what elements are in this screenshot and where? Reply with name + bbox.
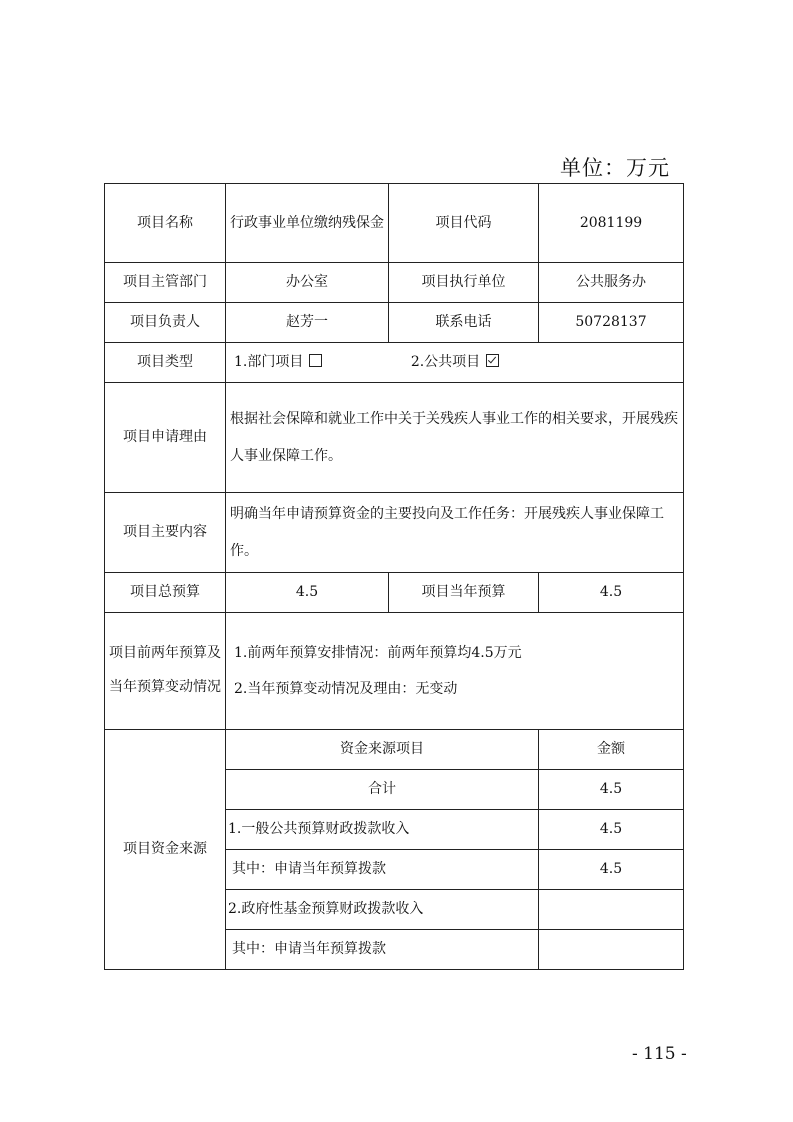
fund-item-label: 其中：申请当年预算拨款: [226, 850, 539, 890]
type-option-1-label: 1.部门项目: [234, 354, 304, 371]
table-row: [105, 730, 684, 770]
table-row: [105, 613, 684, 730]
table-row: [105, 184, 684, 263]
year-budget-value: 4.5: [539, 573, 684, 613]
fund-item-amount: 4.5: [539, 850, 684, 890]
dept-label: 项目主管部门: [105, 263, 226, 303]
table-row: [105, 383, 684, 493]
table-row: [105, 573, 684, 613]
page-number: - 115 -: [632, 1044, 687, 1064]
reason-label: 项目申请理由: [105, 383, 226, 493]
fund-header-item: 资金来源项目: [226, 730, 539, 770]
fund-item-amount: 4.5: [539, 810, 684, 850]
dept-value: 办公室: [226, 263, 389, 303]
phone-label: 联系电话: [389, 303, 539, 343]
table-row: [105, 263, 684, 303]
person-label: 项目负责人: [105, 303, 226, 343]
fund-item-label: 合计: [226, 770, 539, 810]
unit-label: 单位：万元: [560, 156, 670, 180]
total-budget-label: 项目总预算: [105, 573, 226, 613]
fund-label: 项目资金来源: [105, 730, 226, 970]
project-budget-table: [104, 183, 684, 970]
content-value: 明确当年申请预算资金的主要投向及工作任务：开展残疾人事业保障工作。: [226, 493, 684, 573]
fund-item-amount: [539, 890, 684, 930]
content-label: 项目主要内容: [105, 493, 226, 573]
unchecked-box-icon: [309, 354, 322, 367]
fund-item-amount: 4.5: [539, 770, 684, 810]
project-name-value: 行政事业单位缴纳残保金: [226, 184, 389, 263]
change-line-1: 1.前两年预算安排情况：前两年预算均4.5万元: [234, 644, 522, 661]
type-option-2-label: 2.公共项目: [410, 354, 481, 371]
fund-item-label: 其中：申请当年预算拨款: [226, 930, 539, 970]
table-row: [105, 343, 684, 383]
table-row: [105, 303, 684, 343]
exec-unit-label: 项目执行单位: [389, 263, 539, 303]
fund-header-amount: 金额: [539, 730, 684, 770]
type-option-department: [234, 351, 322, 373]
fund-item-label: 2.政府性基金预算财政拨款收入: [226, 890, 539, 930]
project-code-value: 2081199: [539, 184, 684, 263]
year-budget-label: 项目当年预算: [389, 573, 539, 613]
fund-item-label: 1.一般公共预算财政拨款收入: [226, 810, 539, 850]
exec-unit-value: 公共服务办: [539, 263, 684, 303]
fund-item-amount: [539, 930, 684, 970]
change-line-2: 2.当年预算变动情况及理由：无变动: [234, 681, 458, 697]
type-label: 项目类型: [105, 343, 226, 383]
table-row: [105, 493, 684, 573]
type-options: [226, 343, 684, 383]
total-budget-value: 4.5: [226, 573, 389, 613]
person-value: 赵芳一: [226, 303, 389, 343]
checked-box-icon: [486, 354, 499, 367]
reason-value: 根据社会保障和就业工作中关于关残疾人事业工作的相关要求，开展残疾人事业保障工作。: [226, 383, 684, 493]
project-code-label: 项目代码: [389, 184, 539, 263]
type-option-public: [411, 351, 499, 373]
change-label: 项目前两年预算及当年预算变动情况: [105, 613, 226, 730]
change-value: [226, 613, 684, 730]
phone-value: 50728137: [539, 303, 684, 343]
project-name-label: 项目名称: [105, 184, 226, 263]
